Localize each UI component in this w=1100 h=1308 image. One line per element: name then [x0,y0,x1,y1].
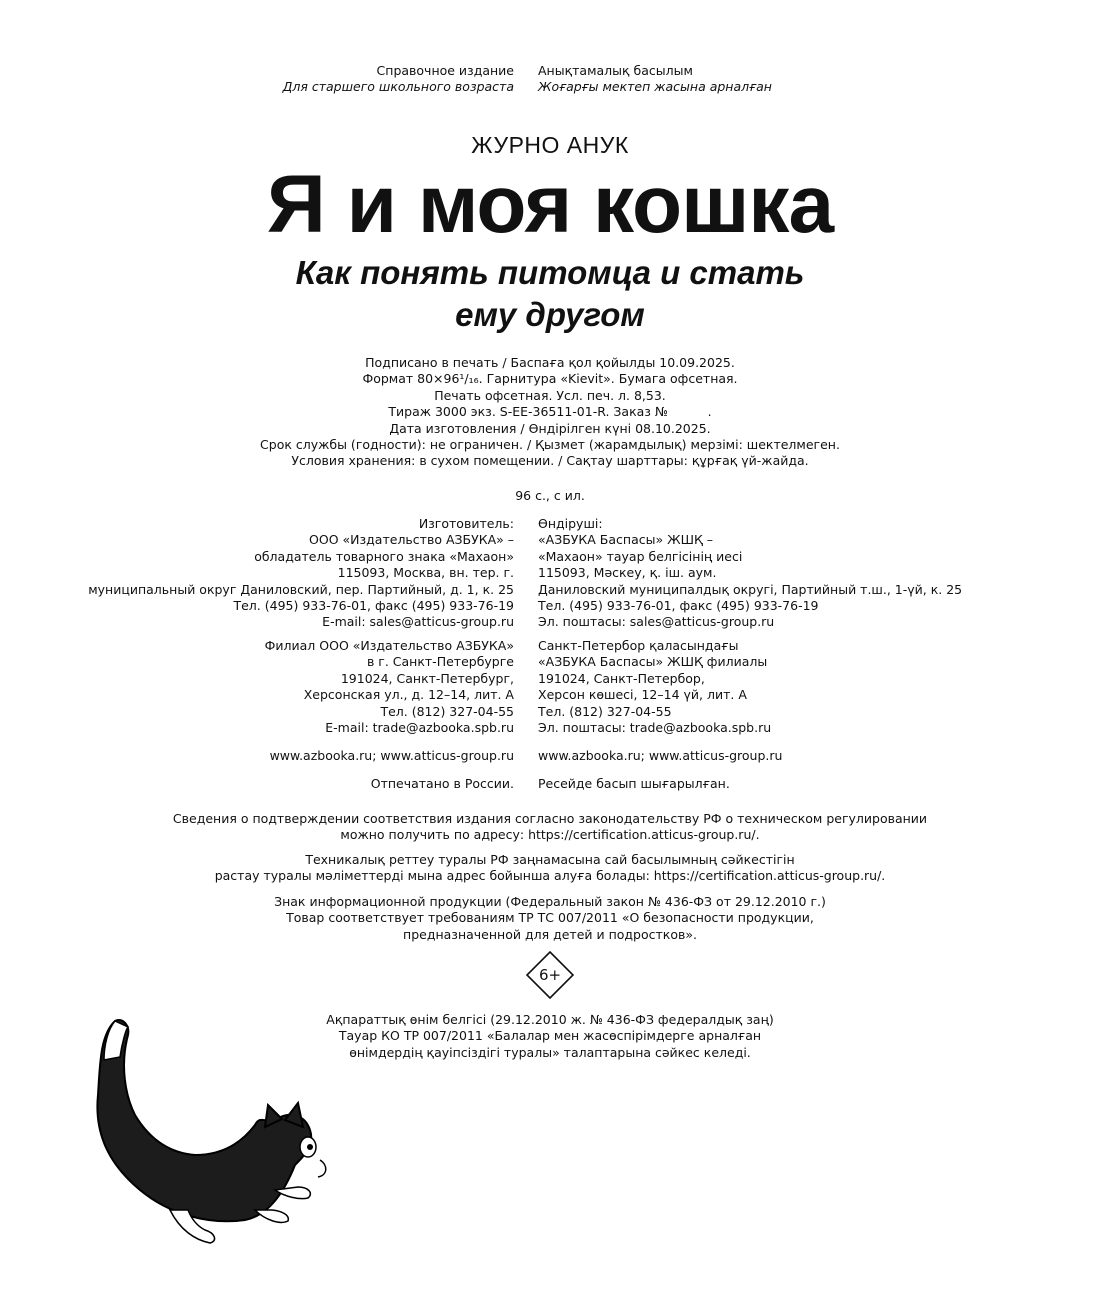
branch-line-ru: Тел. (812) 327-04-55 [380,703,514,719]
manufacturer-line-ru[interactable]: E-mail: sales@atticus-group.ru [322,614,514,630]
imprint-line: Печать офсетная. Усл. печ. л. 8,53. [434,387,666,403]
branch-line-ru: Херсонская ул., д. 12–14, лит. А [303,687,514,703]
manufacturer-line-kz: «АЗБУКА Баспасы» ЖШҚ – [538,532,714,548]
text-line: Знак информационной продукции (Федеральный закон № 436-ФЗ от 29.12.2010 г.) [274,894,826,909]
text-line: өнімдердің қауіпсіздігі туралы» талаптарына сәйкес келеді. [349,1044,751,1060]
imprint-line: Условия хранения: в сухом помещении. / Сақтау шарттары: құрғақ үй-жайда. [291,453,809,469]
text-line: Тауар КО ТР 007/2011 «Балалар мен жасөспірімдерге арналған [338,1028,762,1044]
branch-block [0,638,1100,736]
subtitle-line: Как понять питомца и стать [295,254,805,291]
printed-kz: Ресейде басып шығарылған. [538,776,730,791]
websites [0,748,1100,764]
info-product-ru [0,894,1100,943]
page-count: 96 с., с ил. [515,488,585,503]
text-line: Техникалық реттеу туралы РФ заңнамасына сай басылымның сәйкестігін [305,852,795,867]
manufacturer-line-ru: 115093, Москва, вн. тер. г. [337,565,514,581]
text-line: можно получить по адресу: https://certification.atticus-group.ru/. [340,827,760,843]
imprint-line: Срок службы (годности): не ограничен. / Қызмет (жарамдылық) мерзімі: шектелмеген. [260,437,840,453]
manufacturer-line-ru: Изготовитель: [418,516,514,531]
branch-line-kz: «АЗБУКА Баспасы» ЖШҚ филиалы [538,654,768,670]
text-line: Ақпараттық өнім белгісі (29.12.2010 ж. № 436-ФЗ федералдық заң) [326,1012,774,1027]
printed-ru: Отпечатано в России. [370,776,514,791]
author: ЖУРНО АНУК [471,132,629,158]
certification-ru [0,811,1100,844]
imprint-line: Подписано в печать / Баспаға қол қойылды 10.09.2025. [365,355,735,370]
manufacturer-line-ru: Тел. (495) 933-76-01, факс (495) 933-76-19 [233,598,514,614]
manufacturer-block [0,516,1100,631]
branch-line-kz: 191024, Санкт-Петербор, [538,670,705,686]
ru-age-note: Для старшего школьного возраста [282,79,514,95]
manufacturer-line-kz: Тел. (495) 933-76-01, факс (495) 933-76-19 [538,598,819,614]
cat-illustration [70,1015,340,1255]
imprint-block [0,355,1100,470]
website-links-kz: www.azbooka.ru; www.atticus-group.ru [538,748,783,763]
manufacturer-line-kz: Даниловский муниципалдық округі, Партийный т.ш., 1-үй, к. 25 [538,581,963,597]
book-title: Я и моя кошка [266,159,834,250]
website-links-ru: www.azbooka.ru; www.atticus-group.ru [269,748,514,763]
imprint-line: Дата изготовления / Өндірілген күні 08.10.2025. [389,420,711,436]
manufacturer-line-ru: обладатель товарного знака «Махаон» [254,548,514,564]
kz-edition-type: Анықтамалық басылым [538,63,693,78]
text-line: Товар соответствует требованиям ТР ТС 007/2011 «О безопасности продукции, [286,910,814,926]
branch-line-kz: Тел. (812) 327-04-55 [538,703,672,719]
text-line: растау туралы мәліметтерді мына адрес бойынша алуға болады: https://certification.atticus-group.ru/. [214,868,886,884]
certification-kz [0,852,1100,885]
manufacturer-line-kz: «Махаон» тауар белгісінің иесі [538,548,743,564]
manufacturer-line-kz[interactable]: Эл. поштасы: sales@atticus-group.ru [538,614,775,630]
manufacturer-line-kz: 115093, Мәскеу, қ. іш. аум. [538,565,717,581]
ru-edition-type: Справочное издание [376,63,514,78]
age-rating-badge [526,951,574,999]
book-subtitle [0,252,1100,336]
age-rating-label: 6+ [538,966,562,984]
header-block [0,63,1100,96]
branch-line-ru[interactable]: E-mail: trade@azbooka.spb.ru [325,720,514,736]
branch-line-ru: 191024, Санкт-Петербург, [340,670,514,686]
kz-age-note: Жоғарғы мектеп жасына арналған [538,79,772,95]
manufacturer-line-ru: муниципальный округ Даниловский, пер. Партийный, д. 1, к. 25 [88,581,514,597]
branch-line-kz[interactable]: Эл. поштасы: trade@azbooka.spb.ru [538,720,772,736]
imprint-line: Формат 80×96¹/₁₆. Гарнитура «Kievit». Бумага офсетная. [362,371,738,387]
branch-line-ru: Филиал ООО «Издательство АЗБУКА» [264,638,514,653]
branch-line-kz: Санкт-Петербор қаласындағы [538,638,739,653]
branch-line-kz: Херсон көшесі, 12–14 үй, лит. А [538,687,747,703]
text-line: Сведения о подтверждении соответствия издания согласно законодательству РФ о техническом регулировании [172,811,928,826]
manufacturer-line-kz: Өндіруші: [538,516,603,531]
branch-line-ru: в г. Санкт-Петербурге [366,654,514,670]
subtitle-line: ему другом [455,296,645,333]
printed-in [0,776,1100,792]
imprint-line: Тираж 3000 экз. S-EE-36511-01-R. Заказ № . [388,404,712,420]
text-line: предназначенной для детей и подростков». [403,926,697,942]
manufacturer-line-ru: ООО «Издательство АЗБУКА» – [309,532,514,548]
